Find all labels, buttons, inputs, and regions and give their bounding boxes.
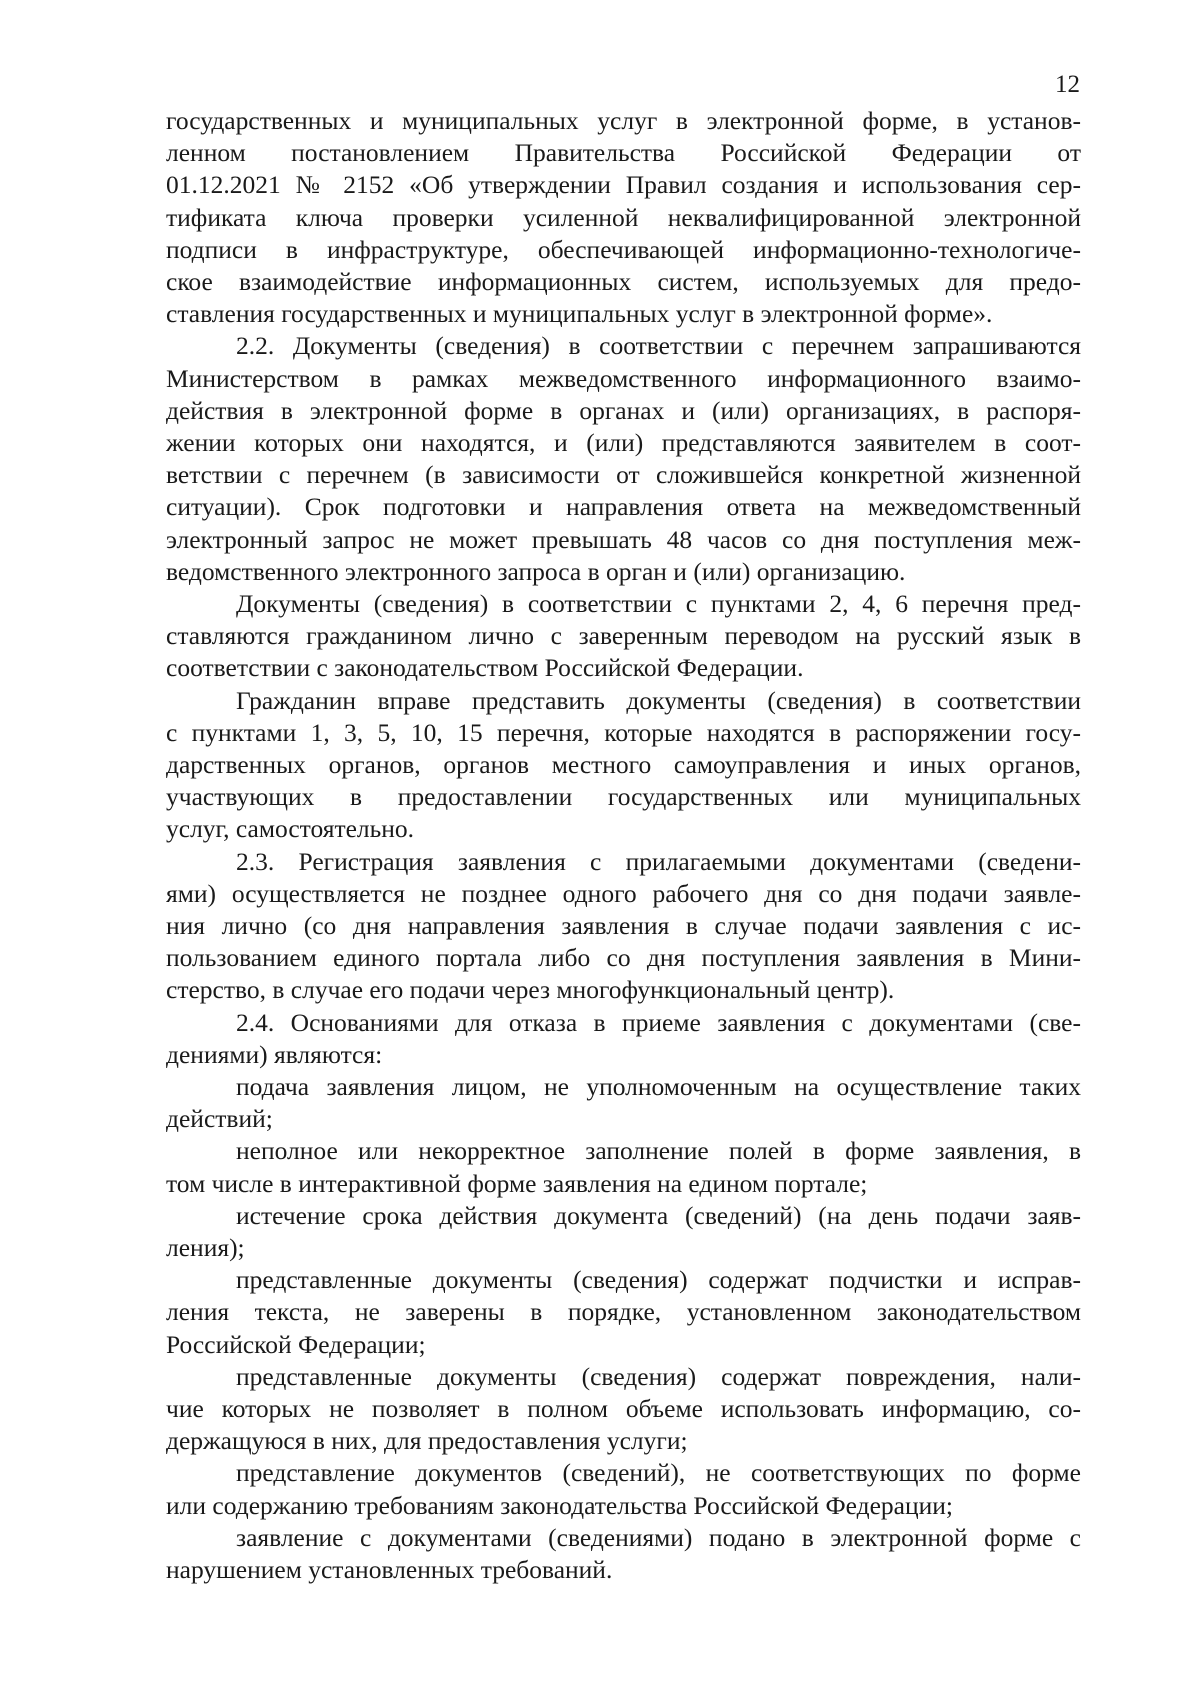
text-line: Документы (сведения) в соответствии с пунктами 2, 4, 6 перечня пред- — [236, 589, 1081, 618]
text-line: ведомственного электронного запроса в орган и (или) организацию. — [166, 557, 906, 586]
text-line: государственных и муниципальных услуг в электронной форме, в установ- — [166, 106, 1081, 135]
text-line: Российской Федерации; — [166, 1330, 426, 1359]
text-line: пользованием единого портала либо со дня поступления заявления в Мини- — [166, 943, 1081, 972]
text-line: нарушением установленных требований. — [166, 1555, 613, 1584]
text-line: держащуюся в них, для предоставления услуги; — [166, 1426, 688, 1455]
text-line: дарственных органов, органов местного самоуправления и иных органов, — [166, 750, 1081, 779]
text-line: ления текста, не заверены в порядке, установленном законодательством — [166, 1297, 1081, 1326]
text-line: 2.2. Документы (сведения) в соответствии с перечнем запрашиваются — [236, 331, 1081, 360]
text-line: неполное или некорректное заполнение полей в форме заявления, в — [236, 1136, 1081, 1165]
text-line: подача заявления лицом, не уполномоченным на осуществление таких — [236, 1072, 1081, 1101]
text-line: с пунктами 1, 3, 5, 10, 15 перечня, которые находятся в распоряжении госу- — [166, 718, 1081, 747]
text-line: или содержанию требованиям законодательства Российской Федерации; — [166, 1491, 953, 1520]
text-line: заявление с документами (сведениями) подано в электронной форме с — [236, 1523, 1081, 1552]
text-line: ставления государственных и муниципальных услуг в электронной форме». — [166, 299, 993, 328]
text-line: дениями) являются: — [166, 1040, 383, 1069]
text-line: представление документов (сведений), не соответствующих по форме — [236, 1458, 1081, 1487]
text-line: стерство, в случае его подачи через многофункциональный центр). — [166, 975, 895, 1004]
text-line: 01.12.2021 № 2152 «Об утверждении Правил создания и использования сер- — [166, 170, 1081, 199]
text-line: подписи в инфраструктуре, обеспечивающей информационно-технологиче- — [166, 235, 1081, 264]
text-line: ветствии с перечнем (в зависимости от сложившейся конкретной жизненной — [166, 460, 1081, 489]
text-line: чие которых не позволяет в полном объеме использовать информацию, со- — [166, 1394, 1081, 1423]
text-line: соответствии с законодательством Российской Федерации. — [166, 653, 804, 682]
text-line: тификата ключа проверки усиленной неквалифицированной электронной — [166, 203, 1081, 232]
text-line: Гражданин вправе представить документы (сведения) в соответствии — [236, 686, 1081, 715]
text-line: участвующих в предоставлении государственных или муниципальных — [166, 782, 1081, 811]
text-line: ленном постановлением Правительства Российской Федерации от — [166, 138, 1081, 167]
text-line: электронный запрос не может превышать 48 часов со дня поступления меж- — [166, 525, 1081, 554]
text-line: действий; — [166, 1104, 273, 1133]
text-line: ями) осуществляется не позднее одного рабочего дня со дня подачи заявле- — [166, 879, 1081, 908]
text-line: 2.4. Основаниями для отказа в приеме заявления с документами (све- — [236, 1008, 1081, 1037]
text-line: том числе в интерактивной форме заявления на едином портале; — [166, 1169, 868, 1198]
text-line: ское взаимодействие информационных систем, используемых для предо- — [166, 267, 1081, 296]
text-line: ситуации). Срок подготовки и направления ответа на межведомственный — [166, 492, 1081, 521]
text-line: ставляются гражданином лично с заверенным переводом на русский язык в — [166, 621, 1081, 650]
text-line: представленные документы (сведения) содержат повреждения, нали- — [236, 1362, 1081, 1391]
text-line: Министерством в рамках межведомственного информационного взаимо- — [166, 364, 1081, 393]
text-line: истечение срока действия документа (сведений) (на день подачи заяв- — [236, 1201, 1081, 1230]
text-line: действия в электронной форме в органах и (или) организациях, в распоря- — [166, 396, 1081, 425]
page-number: 12 — [1055, 71, 1080, 98]
text-line: ния лично (со дня направления заявления в случае подачи заявления с ис- — [166, 911, 1081, 940]
text-line: 2.3. Регистрация заявления с прилагаемыми документами (сведени- — [236, 847, 1081, 876]
text-line: жении которых они находятся, и (или) представляются заявителем в соот- — [166, 428, 1081, 457]
text-line: ления); — [166, 1233, 245, 1262]
text-line: услуг, самостоятельно. — [166, 814, 415, 843]
text-line: представленные документы (сведения) содержат подчистки и исправ- — [236, 1265, 1081, 1294]
